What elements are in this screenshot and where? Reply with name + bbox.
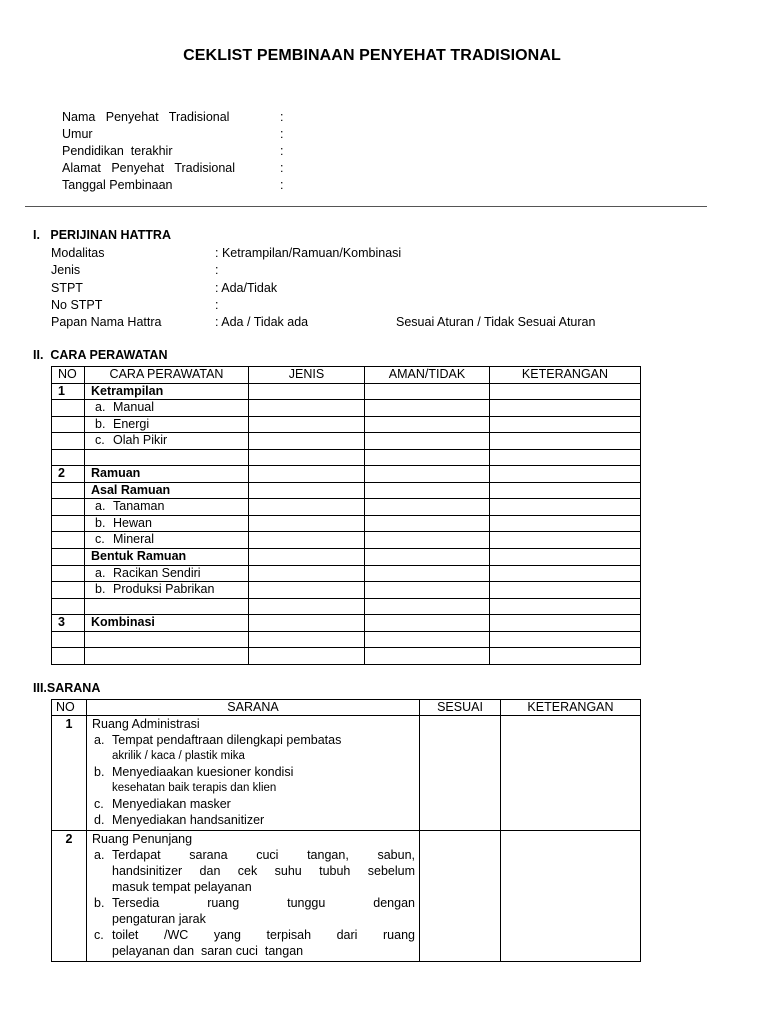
sarana-table [51,699,641,962]
row-number [52,631,85,648]
jenis-cell[interactable] [249,499,365,516]
item-letter: a. [95,499,106,514]
keterangan-cell[interactable] [490,615,641,632]
keterangan-cell[interactable] [490,466,641,483]
sarana-item [92,812,415,828]
aman-tidak-cell[interactable] [365,582,490,599]
table-header-row [52,700,641,716]
row-number [52,582,85,599]
item-letter: c. [94,928,104,942]
table-row [52,466,641,483]
sesuai-cell[interactable] [420,716,501,831]
document-title: CEKLIST PEMBINAAN PENYEHAT TRADISIONAL [183,47,561,64]
sarana-item [92,895,415,927]
perijinan-value: : Ketrampilan/Ramuan/Kombinasi [215,246,402,260]
keterangan-cell[interactable] [490,515,641,532]
row-number: 3 [52,615,85,632]
identity-row [62,143,362,160]
item-letter: a. [94,848,105,862]
jenis-cell[interactable] [249,515,365,532]
jenis-cell[interactable] [249,433,365,450]
jenis-cell[interactable] [249,466,365,483]
item-label: Olah Pikir [113,433,168,448]
table-row [52,549,641,566]
jenis-cell[interactable] [249,598,365,615]
row-number [52,400,85,417]
keterangan-cell[interactable] [490,565,641,582]
aman-tidak-cell[interactable] [365,598,490,615]
item-label: Produksi Pabrikan [113,582,215,597]
item-text-line: masuk tempat pelayanan [112,880,252,894]
item-label: Energi [113,416,150,431]
aman-tidak-cell[interactable] [365,383,490,400]
item-text-line: Menyediakan masker [112,797,231,811]
column-header-no: NO [52,367,85,384]
item-label: Racikan Sendiri [113,565,201,580]
item-text-line: Tempat pendaftraan dilengkapi pembatas [112,733,342,747]
cara-perawatan-cell: Kombinasi [85,615,249,632]
perijinan-value: : [215,297,219,312]
column-header-no: NO [52,700,87,716]
keterangan-cell[interactable] [501,831,641,962]
jenis-cell[interactable] [249,549,365,566]
table-row [52,532,641,549]
perijinan-value: : Ada / Tidak ada [215,315,309,330]
aman-tidak-cell[interactable] [365,615,490,632]
keterangan-cell[interactable] [490,582,641,599]
aman-tidak-cell[interactable] [365,565,490,582]
perijinan-key: Papan Nama Hattra [51,315,162,330]
row-number [52,499,85,516]
table-row [52,615,641,632]
identity-row [62,126,362,143]
sarana-item [92,764,415,796]
item-letter: d. [94,813,105,827]
sarana-item [92,927,415,959]
identity-label: Alamat Penyehat Tradisional [62,161,236,175]
column-header-jenis: JENIS [249,367,365,384]
item-text-line: pelayanan dan saran cuci tangan [112,944,304,958]
column-header-aman-tidak: AMAN/TIDAK [365,367,490,384]
row-number [52,482,85,499]
item-label: Hewan [113,515,152,530]
cara-perawatan-cell [85,499,249,516]
cara-perawatan-cell: Asal Ramuan [85,482,249,499]
table-row [52,499,641,516]
perijinan-row [51,297,671,314]
cara-perawatan-cell: Ramuan [85,466,249,483]
cara-perawatan-cell [85,582,249,599]
perijinan-value: : Ada/Tidak [215,280,278,295]
item-letter: c. [95,433,105,448]
section2-heading: II. CARA PERAWATAN [33,348,168,362]
item-text-line: kesehatan baik terapis dan klien [112,782,277,794]
row-number [52,532,85,549]
item-text-line: Menyediaakan kuesioner kondisi [112,765,294,779]
item-text-line: akrilik / kaca / plastik mika [112,750,245,762]
keterangan-cell[interactable] [490,499,641,516]
table-header-row [52,367,641,384]
perijinan-key: Jenis [51,263,81,278]
identity-label: Pendidikan terakhir [62,144,173,158]
cara-perawatan-cell [85,515,249,532]
identity-block [62,109,362,194]
aman-tidak-cell[interactable] [365,549,490,566]
keterangan-cell[interactable] [490,549,641,566]
item-letter: a. [94,733,105,747]
cara-perawatan-cell [85,598,249,615]
row-number [52,416,85,433]
keterangan-cell[interactable] [490,400,641,417]
jenis-cell[interactable] [249,532,365,549]
cara-perawatan-cell [85,449,249,466]
jenis-cell[interactable] [249,565,365,582]
perijinan-row [51,262,671,279]
sarana-description [87,831,420,962]
table-row [52,433,641,450]
table-row [52,716,641,831]
identity-label: Nama Penyehat Tradisional [62,110,230,124]
keterangan-cell[interactable] [501,716,641,831]
aman-tidak-cell[interactable] [365,466,490,483]
identity-colon: : [280,178,284,192]
cara-perawatan-cell [85,631,249,648]
sarana-item [92,732,415,764]
column-header-cara-perawatan: CARA PERAWATAN [85,367,249,384]
perijinan-row [51,280,671,297]
item-text-line: toilet /WC yang terpisah dari ruang [112,928,415,942]
jenis-cell[interactable] [249,482,365,499]
item-letter: c. [94,797,104,811]
aman-tidak-cell[interactable] [365,648,490,665]
keterangan-cell[interactable] [490,383,641,400]
aman-tidak-cell[interactable] [365,416,490,433]
identity-colon: : [280,110,284,124]
perijinan-row [51,245,671,262]
table-row [52,582,641,599]
row-number [52,549,85,566]
keterangan-cell[interactable] [490,482,641,499]
table-row [52,400,641,417]
cara-perawatan-cell: Bentuk Ramuan [85,549,249,566]
identity-label: Umur [62,127,93,141]
row-number [52,433,85,450]
table-row [52,515,641,532]
row-number [52,648,85,665]
sesuai-cell[interactable] [420,831,501,962]
table-row [52,383,641,400]
cara-perawatan-body [52,383,641,664]
sarana-group-title: Ruang Administrasi [92,717,200,731]
aman-tidak-cell[interactable] [365,482,490,499]
aman-tidak-cell[interactable] [365,532,490,549]
identity-colon: : [280,144,284,158]
identity-row [62,109,362,126]
sarana-group-title: Ruang Penunjang [92,832,193,846]
item-text-line: Tersedia ruang tunggu dengan [112,896,415,910]
table-row [52,416,641,433]
table-row [52,648,641,665]
item-letter: b. [95,416,106,431]
keterangan-cell[interactable] [490,532,641,549]
cara-perawatan-cell [85,648,249,665]
item-label: Mineral [113,532,154,547]
perijinan-key: STPT [51,280,83,295]
section1-heading: I. PERIJINAN HATTRA [33,228,171,242]
keterangan-cell[interactable] [490,449,641,466]
column-header-sarana: SARANA [87,700,420,716]
table-row [52,565,641,582]
jenis-cell[interactable] [249,582,365,599]
jenis-cell[interactable] [249,615,365,632]
table-row [52,449,641,466]
table-row [52,598,641,615]
row-number [52,515,85,532]
keterangan-cell[interactable] [490,416,641,433]
jenis-cell[interactable] [249,400,365,417]
identity-colon: : [280,161,284,175]
horizontal-divider [25,206,707,207]
item-text-line: Menyediakan handsanitizer [112,813,265,827]
keterangan-cell[interactable] [490,631,641,648]
identity-colon: : [280,127,284,141]
item-letter: a. [95,400,106,415]
item-letter: c. [95,532,105,547]
column-header-keterangan: KETERANGAN [501,700,641,716]
jenis-cell[interactable] [249,383,365,400]
cara-perawatan-cell [85,416,249,433]
aman-tidak-cell[interactable] [365,515,490,532]
sarana-item [92,796,415,812]
row-number [52,449,85,466]
cara-perawatan-cell [85,532,249,549]
perijinan-key: Modalitas [51,246,105,260]
keterangan-cell[interactable] [490,648,641,665]
sarana-description [87,716,420,831]
aman-tidak-cell[interactable] [365,631,490,648]
item-letter: b. [94,765,105,779]
cara-perawatan-cell [85,565,249,582]
column-header-keterangan: KETERANGAN [490,367,641,384]
identity-label: Tanggal Pembinaan [62,178,173,192]
keterangan-cell[interactable] [490,598,641,615]
row-number: 2 [52,466,85,483]
item-text-line: Terdapat sarana cuci tangan, sabun, [112,848,415,862]
table-row [52,831,641,962]
aman-tidak-cell[interactable] [365,499,490,516]
item-letter: b. [95,582,106,597]
identity-row [62,160,362,177]
cara-perawatan-cell: Ketrampilan [85,383,249,400]
aman-tidak-cell[interactable] [365,400,490,417]
item-letter: b. [94,896,105,910]
cara-perawatan-cell [85,400,249,417]
identity-row [62,177,362,194]
perijinan-value: : [215,263,219,278]
row-number: 1 [52,383,85,400]
item-label: Tanaman [113,499,165,514]
perijinan-key: No STPT [51,297,103,312]
item-text-line: handsinitizer dan cek suhu tubuh sebelum [112,864,415,878]
item-text-line: pengaturan jarak [112,912,206,926]
jenis-cell[interactable] [249,416,365,433]
cara-perawatan-cell [85,433,249,450]
sarana-body [52,716,641,962]
row-number: 1 [52,716,87,831]
table-row [52,631,641,648]
perijinan-block [51,245,671,331]
perijinan-row [51,314,671,331]
jenis-cell[interactable] [249,631,365,648]
table-row [52,482,641,499]
aman-tidak-cell[interactable] [365,449,490,466]
item-label: Manual [113,400,154,415]
row-number [52,598,85,615]
column-header-sesuai: SESUAI [420,700,501,716]
jenis-cell[interactable] [249,449,365,466]
keterangan-cell[interactable] [490,433,641,450]
section3-heading: III.SARANA [33,681,101,695]
sarana-item [92,847,415,895]
item-letter: b. [95,515,106,530]
perijinan-extra: Sesuai Aturan / Tidak Sesuai Aturan [396,315,596,330]
row-number: 2 [52,831,87,962]
item-letter: a. [95,565,106,580]
row-number [52,565,85,582]
cara-perawatan-table [51,366,641,665]
jenis-cell[interactable] [249,648,365,665]
aman-tidak-cell[interactable] [365,433,490,450]
